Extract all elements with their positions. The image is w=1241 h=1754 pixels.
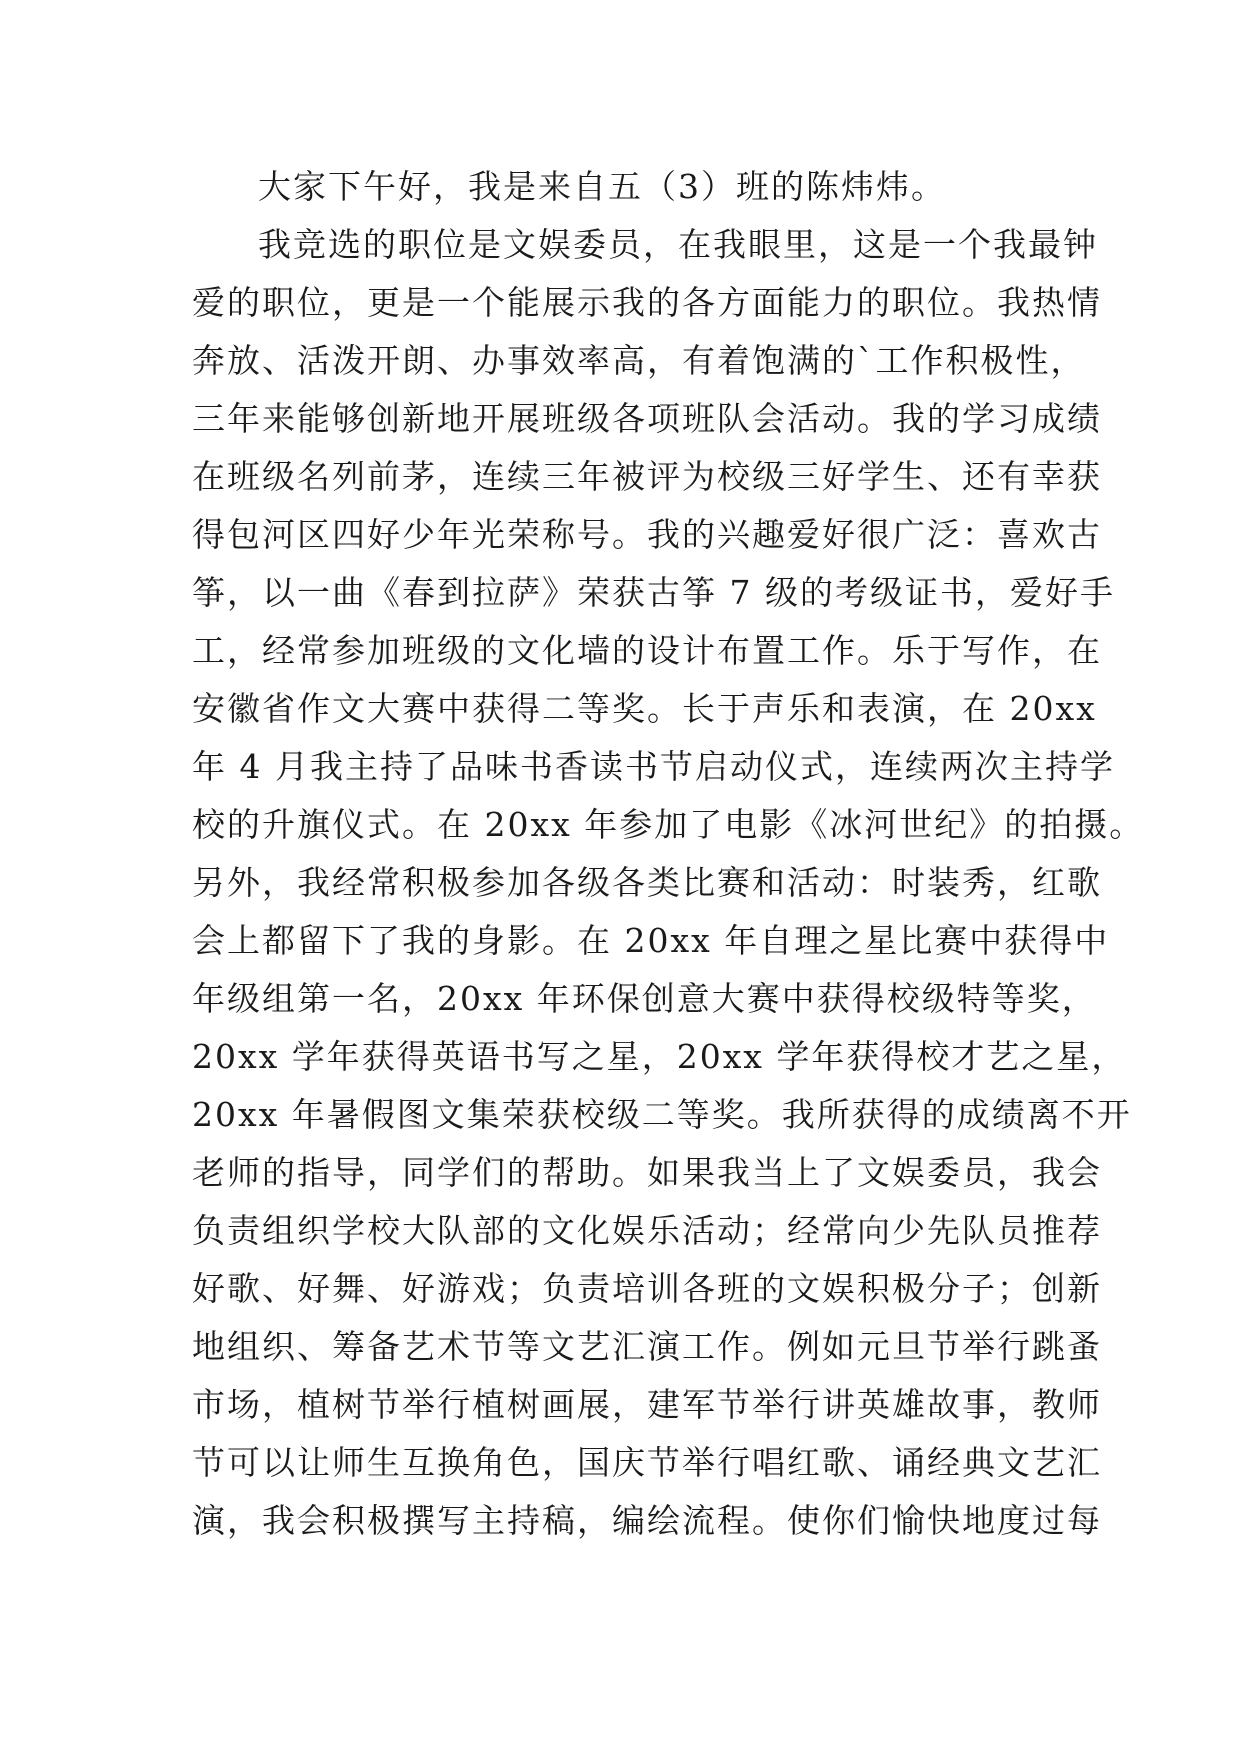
body-line: 得包河区四好少年光荣称号。我的兴趣爱好很广泛：喜欢古 <box>192 515 1102 554</box>
body-line: 爱的职位，更是一个能展示我的各方面能力的职位。我热情 <box>192 283 1102 322</box>
body-line: 筝，以一曲《春到拉萨》荣获古筝 7 级的考级证书，爱好手 <box>192 573 1115 612</box>
paragraph-greeting: 大家下午好，我是来自五（3）班的陈炜炜。 <box>258 167 946 206</box>
body-line: 校的升旗仪式。在 20xx 年参加了电影《冰河世纪》的拍摄。 <box>192 805 1145 844</box>
body-line: 好歌、好舞、好游戏；负责培训各班的文娱积极分子；创新 <box>192 1269 1102 1308</box>
body-line: 在班级名列前茅，连续三年被评为校级三好学生、还有幸获 <box>192 457 1102 496</box>
body-line: 20xx 学年获得英语书写之星，20xx 学年获得校才艺之星， <box>192 1037 1127 1076</box>
body-line: 年级组第一名，20xx 年环保创意大赛中获得校级特等奖， <box>192 979 1097 1018</box>
speech-body <box>192 158 1145 1550</box>
body-line: 20xx 年暑假图文集荣获校级二等奖。我所获得的成绩离不开 <box>192 1095 1132 1134</box>
body-line: 市场，植树节举行植树画展，建军节举行讲英雄故事，教师 <box>192 1385 1102 1424</box>
body-line: 奔放、活泼开朗、办事效率高，有着饱满的`工作积极性， <box>192 341 1086 380</box>
body-line: 负责组织学校大队部的文化娱乐活动；经常向少先队员推荐 <box>192 1211 1102 1250</box>
body-line: 年 4 月我主持了品味书香读书节启动仪式，连续两次主持学 <box>192 747 1115 786</box>
body-line: 另外，我经常积极参加各级各类比赛和活动：时装秀，红歌 <box>192 863 1102 902</box>
body-line: 三年来能够创新地开展班级各项班队会活动。我的学习成绩 <box>192 399 1102 438</box>
body-line: 地组织、筹备艺术节等文艺汇演工作。例如元旦节举行跳蚤 <box>192 1327 1102 1366</box>
body-line: 老师的指导，同学们的帮助。如果我当上了文娱委员，我会 <box>192 1153 1102 1192</box>
body-line: 会上都留下了我的身影。在 20xx 年自理之星比赛中获得中 <box>192 921 1110 960</box>
body-line: 节可以让师生互换角色，国庆节举行唱红歌、诵经典文艺汇 <box>192 1443 1102 1482</box>
body-line: 我竞选的职位是文娱委员，在我眼里，这是一个我最钟 <box>258 225 1098 264</box>
body-line: 工，经常参加班级的文化墙的设计布置工作。乐于写作，在 <box>192 631 1102 670</box>
body-line: 演，我会积极撰写主持稿，编绘流程。使你们愉快地度过每 <box>192 1501 1102 1540</box>
body-line: 安徽省作文大赛中获得二等奖。长于声乐和表演，在 20xx <box>192 689 1097 728</box>
